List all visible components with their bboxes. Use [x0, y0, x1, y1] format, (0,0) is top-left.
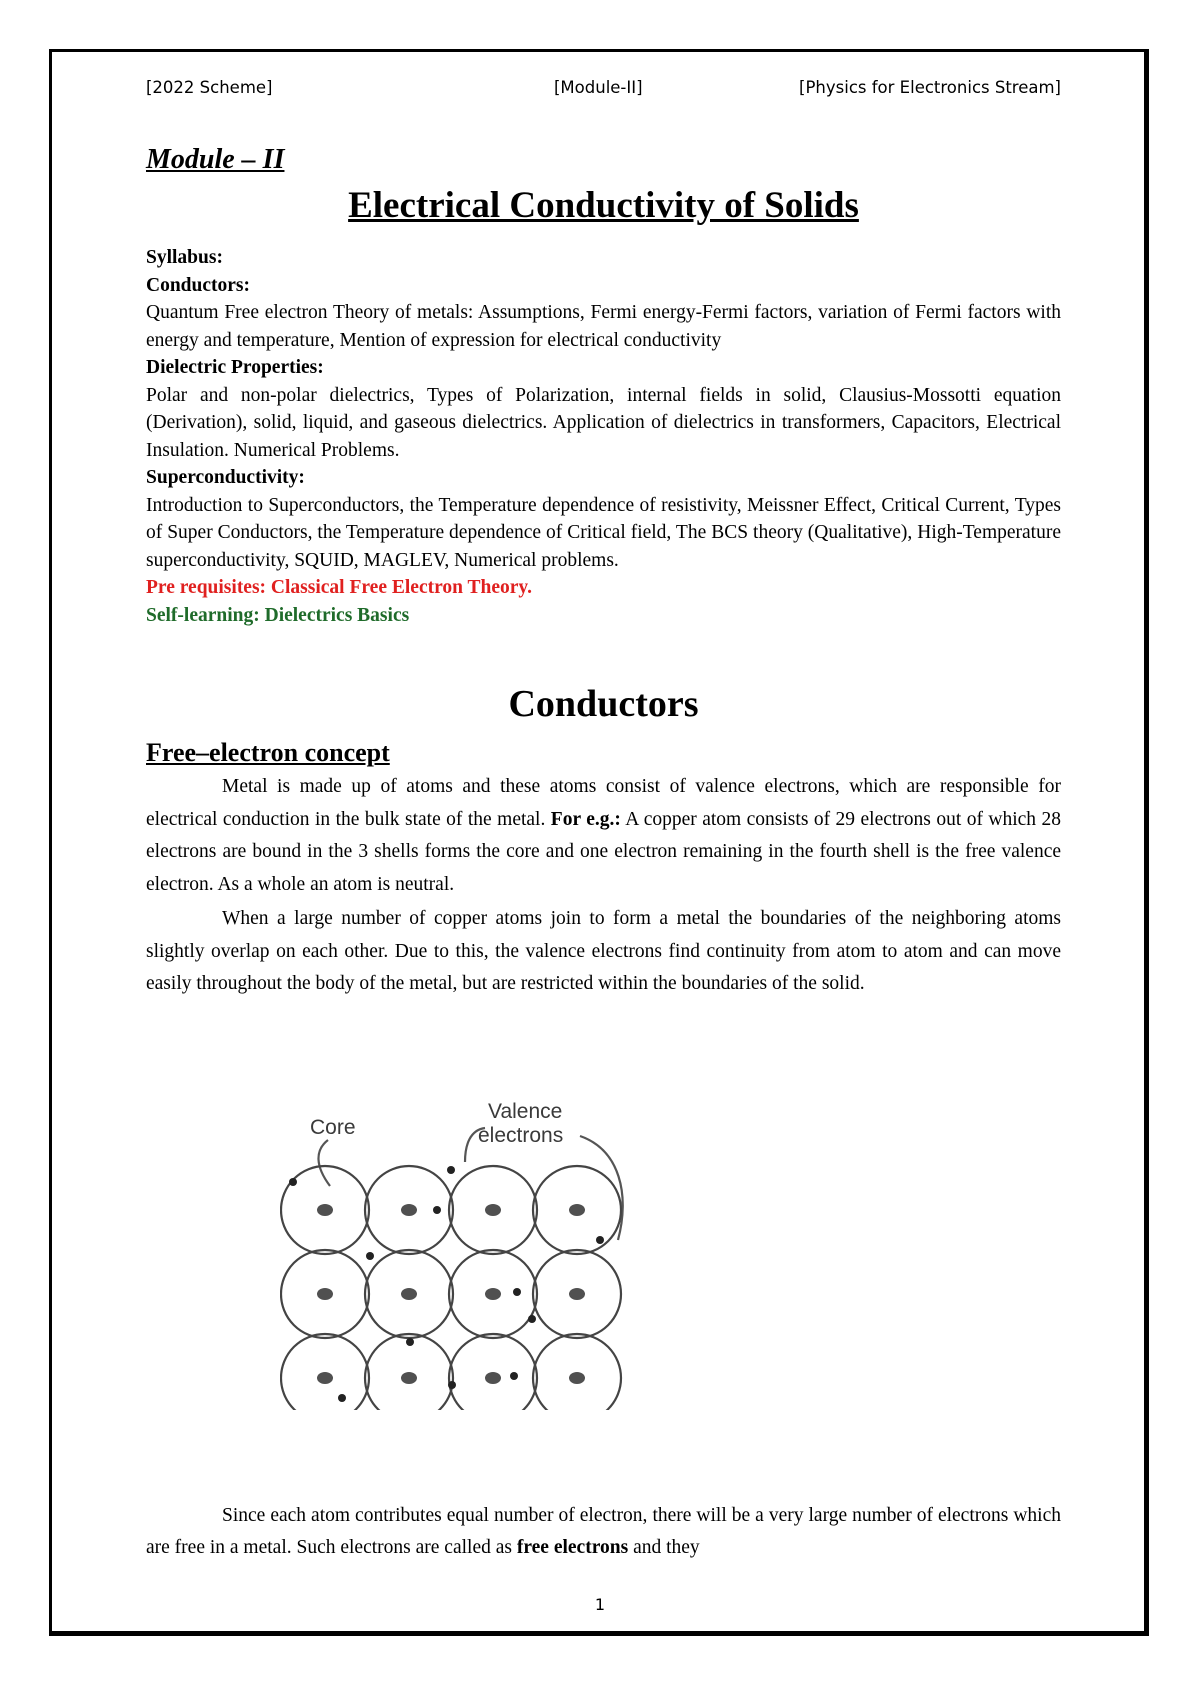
valence-label-1: Valence: [488, 1100, 563, 1123]
para3-text-start: Since each atom contributes equal number of electron, there will be a very large number of electrons which are free in a metal. Such electrons are called as: [146, 1504, 1061, 1558]
para3-bold: free electrons: [516, 1537, 629, 1558]
para1-text-start: Metal is made up of atoms and these atoms consist of valence electrons, which are responsible for electrical conduction in the bulk state of the metal.: [146, 776, 1061, 830]
valence-electron-dot: [366, 1252, 374, 1260]
valence-electron-dot: [433, 1206, 441, 1214]
atom-core: [401, 1204, 417, 1216]
prerequisites-line: Pre requisites: Classical Free Electron Theory.: [146, 577, 532, 598]
valence-electron-dot: [447, 1166, 455, 1174]
paragraph-3: [146, 1500, 1061, 1565]
dielectric-label: Dielectric Properties:: [146, 357, 324, 378]
atom-core: [317, 1204, 333, 1216]
atom-core: [569, 1204, 585, 1216]
core-label: Core: [310, 1116, 356, 1139]
atom-core: [401, 1372, 417, 1384]
atom-core: [401, 1288, 417, 1300]
header-subject: [Physics for Electronics Stream]: [799, 78, 1061, 97]
conductors-text: Quantum Free electron Theory of metals: Assumptions, Fermi energy-Fermi factors, variation of Fermi factors with energy and temperature, Mention of expression for electrical conductivity: [146, 302, 1061, 351]
valence-electron-dot: [510, 1372, 518, 1380]
document-page: [146, 70, 1061, 1001]
paragraph-1: [146, 771, 1061, 901]
para1-text-end: A copper atom consists of 29 electrons out of which 28 electrons are bound in the 3 shells forms the core and one electron remaining in the fourth shell is the free valence electron. As a whole an atom is neutral.: [146, 808, 1062, 895]
valence-electron-dot: [513, 1288, 521, 1296]
valence-electron-dot: [338, 1394, 346, 1402]
module-label: Module – II: [146, 144, 285, 175]
atom-core: [317, 1288, 333, 1300]
header-scheme: [2022 Scheme]: [146, 78, 273, 97]
valence-electron-dot: [289, 1178, 297, 1186]
valence-electron-dot: [448, 1381, 456, 1389]
paragraph-2: When a large number of copper atoms join to form a metal the boundaries of the neighboring atoms slightly overlap on each other. Due to this, the valence electrons find continuity from atom to atom and can move easily throughout the body of the metal, but are restricted within the boundaries of the solid.: [146, 908, 1061, 994]
page-title: Electrical Conductivity of Solids: [348, 185, 859, 226]
superconductivity-text: Introduction to Superconductors, the Temperature dependence of resistivity, Meissner Effect, Critical Current, Types of Super Conductors, the Temperature dependence of Critical field, The BCS theory (Qualitative), High-Temperature superconductivity, SQUID, MAGLEV, Numerical problems.: [146, 494, 1061, 571]
header-module: [Module-II]: [554, 78, 643, 97]
para1-bold: For e.g.:: [550, 808, 621, 830]
page-header: [146, 70, 1061, 98]
atom-lattice: [281, 1166, 621, 1410]
conductors-label: Conductors:: [146, 274, 251, 296]
valence-electron-dot: [528, 1315, 536, 1323]
section-title: Conductors: [508, 683, 699, 725]
atom-core: [569, 1288, 585, 1300]
atom-core: [317, 1372, 333, 1384]
syllabus-block: [146, 244, 1061, 629]
atom-core: [485, 1288, 501, 1300]
self-learning-line: Self-learning: Dielectrics Basics: [146, 604, 410, 626]
metal-lattice-figure: [280, 1100, 660, 1410]
dielectric-text: Polar and non-polar dielectrics, Types of Polarization, internal fields in solid, Clausius-Mossotti equation (Derivation), solid, liquid, and gaseous dielectrics. Application of dielectrics in transformers, Capacitors, Electrical Insulation. Numerical Problems.: [146, 384, 1061, 461]
valence-electron-dot: [406, 1338, 414, 1346]
valence-label-2: electrons: [478, 1124, 564, 1147]
atom-core: [569, 1372, 585, 1384]
valence-electron-dot: [596, 1236, 604, 1244]
atom-core: [485, 1204, 501, 1216]
para3-text-end: and they: [628, 1537, 700, 1558]
core-arrow: [318, 1140, 330, 1186]
subsection-title: Free–electron concept: [146, 738, 390, 767]
superconductivity-label: Superconductivity:: [146, 467, 305, 488]
syllabus-label: Syllabus:: [146, 247, 223, 268]
page-number: 1: [594, 1595, 606, 1614]
atom-core: [485, 1372, 501, 1384]
